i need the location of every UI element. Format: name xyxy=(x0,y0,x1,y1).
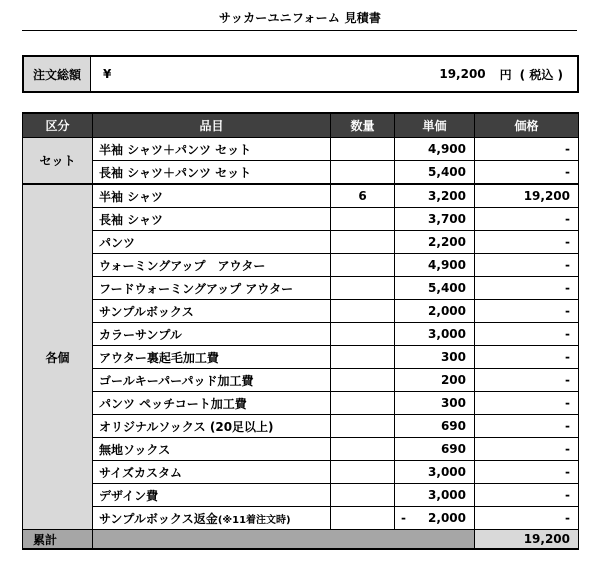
table-row xyxy=(23,484,579,507)
minus-sign: - xyxy=(401,511,406,525)
unit-price-cell[interactable] xyxy=(395,507,475,530)
price-cell[interactable]: - xyxy=(475,392,579,415)
header-price: 価格 xyxy=(475,113,579,138)
qty-cell[interactable] xyxy=(331,138,395,161)
qty-cell[interactable] xyxy=(331,208,395,231)
qty-cell[interactable] xyxy=(331,231,395,254)
table-row xyxy=(23,254,579,277)
table-row xyxy=(23,184,579,208)
unit-price-cell[interactable]: 5,400 xyxy=(395,161,475,185)
item-name[interactable]: 長袖 シャツ＋パンツ セット xyxy=(93,161,331,185)
item-name[interactable]: サンプルボックス xyxy=(93,300,331,323)
order-total-box xyxy=(22,55,579,93)
price-cell[interactable]: - xyxy=(475,300,579,323)
price-cell[interactable]: - xyxy=(475,254,579,277)
qty-cell[interactable] xyxy=(331,300,395,323)
qty-cell[interactable] xyxy=(331,369,395,392)
price-cell[interactable]: - xyxy=(475,438,579,461)
summary-total[interactable]: 19,200 xyxy=(475,530,579,550)
unit-price-cell[interactable]: 4,900 xyxy=(395,138,475,161)
price-cell[interactable]: - xyxy=(475,277,579,300)
item-name[interactable]: 半袖 シャツ xyxy=(93,184,331,208)
tax-included-note: ( 税込 ) xyxy=(519,67,563,82)
unit-price-cell[interactable]: 690 xyxy=(395,415,475,438)
title-divider xyxy=(22,30,577,31)
quote-table xyxy=(22,112,579,550)
item-name[interactable]: アウター裏起毛加工費 xyxy=(93,346,331,369)
price-cell[interactable]: - xyxy=(475,507,579,530)
table-row xyxy=(23,323,579,346)
item-name[interactable]: ゴールキーパーパッド加工費 xyxy=(93,369,331,392)
price-cell[interactable]: - xyxy=(475,484,579,507)
price-cell[interactable]: - xyxy=(475,323,579,346)
item-name[interactable]: 無地ソックス xyxy=(93,438,331,461)
price-cell[interactable]: - xyxy=(475,346,579,369)
header-category: 区分 xyxy=(23,113,93,138)
price-cell[interactable]: - xyxy=(475,138,579,161)
header-item: 品目 xyxy=(93,113,331,138)
order-total-unit: 円 xyxy=(499,67,512,82)
price-cell[interactable]: - xyxy=(475,231,579,254)
table-row xyxy=(23,231,579,254)
unit-price-cell[interactable]: 300 xyxy=(395,346,475,369)
qty-cell[interactable] xyxy=(331,254,395,277)
price-cell[interactable]: - xyxy=(475,461,579,484)
item-name[interactable]: 半袖 シャツ＋パンツ セット xyxy=(93,138,331,161)
refund-item-name: サンプルボックス返金 xyxy=(99,511,218,526)
table-row xyxy=(23,507,579,530)
price-cell[interactable]: - xyxy=(475,161,579,185)
table-row xyxy=(23,461,579,484)
price-cell[interactable]: 19,200 xyxy=(475,184,579,208)
qty-cell[interactable] xyxy=(331,507,395,530)
table-row xyxy=(23,346,579,369)
item-name[interactable]: ウォーミングアップ アウター xyxy=(93,254,331,277)
item-name[interactable]: 長袖 シャツ xyxy=(93,208,331,231)
table-header-row xyxy=(23,113,579,138)
item-name[interactable]: デザイン費 xyxy=(93,484,331,507)
unit-price-cell[interactable]: 5,400 xyxy=(395,277,475,300)
qty-cell[interactable] xyxy=(331,277,395,300)
order-total-label: 注文総額 xyxy=(24,57,91,91)
qty-cell[interactable] xyxy=(331,346,395,369)
summary-row xyxy=(23,530,579,550)
qty-cell[interactable] xyxy=(331,161,395,185)
qty-cell[interactable] xyxy=(331,392,395,415)
qty-cell[interactable] xyxy=(331,323,395,346)
unit-price-cell[interactable]: 300 xyxy=(395,392,475,415)
price-cell[interactable]: - xyxy=(475,369,579,392)
unit-price-cell[interactable]: 3,200 xyxy=(395,184,475,208)
item-name[interactable]: カラーサンプル xyxy=(93,323,331,346)
unit-price-cell[interactable]: 3,700 xyxy=(395,208,475,231)
qty-cell[interactable] xyxy=(331,484,395,507)
price-cell[interactable]: - xyxy=(475,415,579,438)
currency-symbol: ¥ xyxy=(103,67,112,81)
item-name[interactable]: サイズカスタム xyxy=(93,461,331,484)
header-qty: 数量 xyxy=(331,113,395,138)
page-title: サッカーユニフォーム 見積書 xyxy=(218,11,382,25)
item-name[interactable]: パンツ xyxy=(93,231,331,254)
order-total-amount: 19,200 xyxy=(439,67,486,81)
unit-price-cell[interactable]: 3,000 xyxy=(395,323,475,346)
table-row xyxy=(23,161,579,185)
item-name[interactable]: フードウォーミングアップ アウター xyxy=(93,277,331,300)
unit-price-cell[interactable]: 3,000 xyxy=(395,484,475,507)
unit-price-cell[interactable]: 2,200 xyxy=(395,231,475,254)
summary-spacer xyxy=(93,530,475,550)
item-name[interactable] xyxy=(93,507,331,530)
order-total-value xyxy=(91,57,577,91)
summary-label: 累計 xyxy=(23,530,93,550)
qty-cell[interactable]: 6 xyxy=(331,184,395,208)
item-name[interactable]: パンツ ペッチコート加工費 xyxy=(93,392,331,415)
table-row xyxy=(23,277,579,300)
item-name[interactable]: オリジナルソックス (20足以上) xyxy=(93,415,331,438)
qty-cell[interactable] xyxy=(331,438,395,461)
table-row xyxy=(23,369,579,392)
qty-cell[interactable] xyxy=(331,415,395,438)
qty-cell[interactable] xyxy=(331,461,395,484)
table-row xyxy=(23,392,579,415)
refund-item-note: (※11着注文時) xyxy=(217,514,291,526)
refund-unit-price: 2,000 xyxy=(428,511,466,525)
unit-price-cell[interactable]: 2,000 xyxy=(395,300,475,323)
table-row xyxy=(23,438,579,461)
category-individual: 各個 xyxy=(23,184,93,530)
table-row xyxy=(23,415,579,438)
unit-price-cell[interactable]: 3,000 xyxy=(395,461,475,484)
unit-price-cell[interactable]: 690 xyxy=(395,438,475,461)
unit-price-cell[interactable]: 4,900 xyxy=(395,254,475,277)
category-set: セット xyxy=(23,138,93,185)
unit-price-cell[interactable]: 200 xyxy=(395,369,475,392)
table-row xyxy=(23,300,579,323)
header-unit-price: 単価 xyxy=(395,113,475,138)
table-row xyxy=(23,138,579,161)
price-cell[interactable]: - xyxy=(475,208,579,231)
table-row xyxy=(23,208,579,231)
